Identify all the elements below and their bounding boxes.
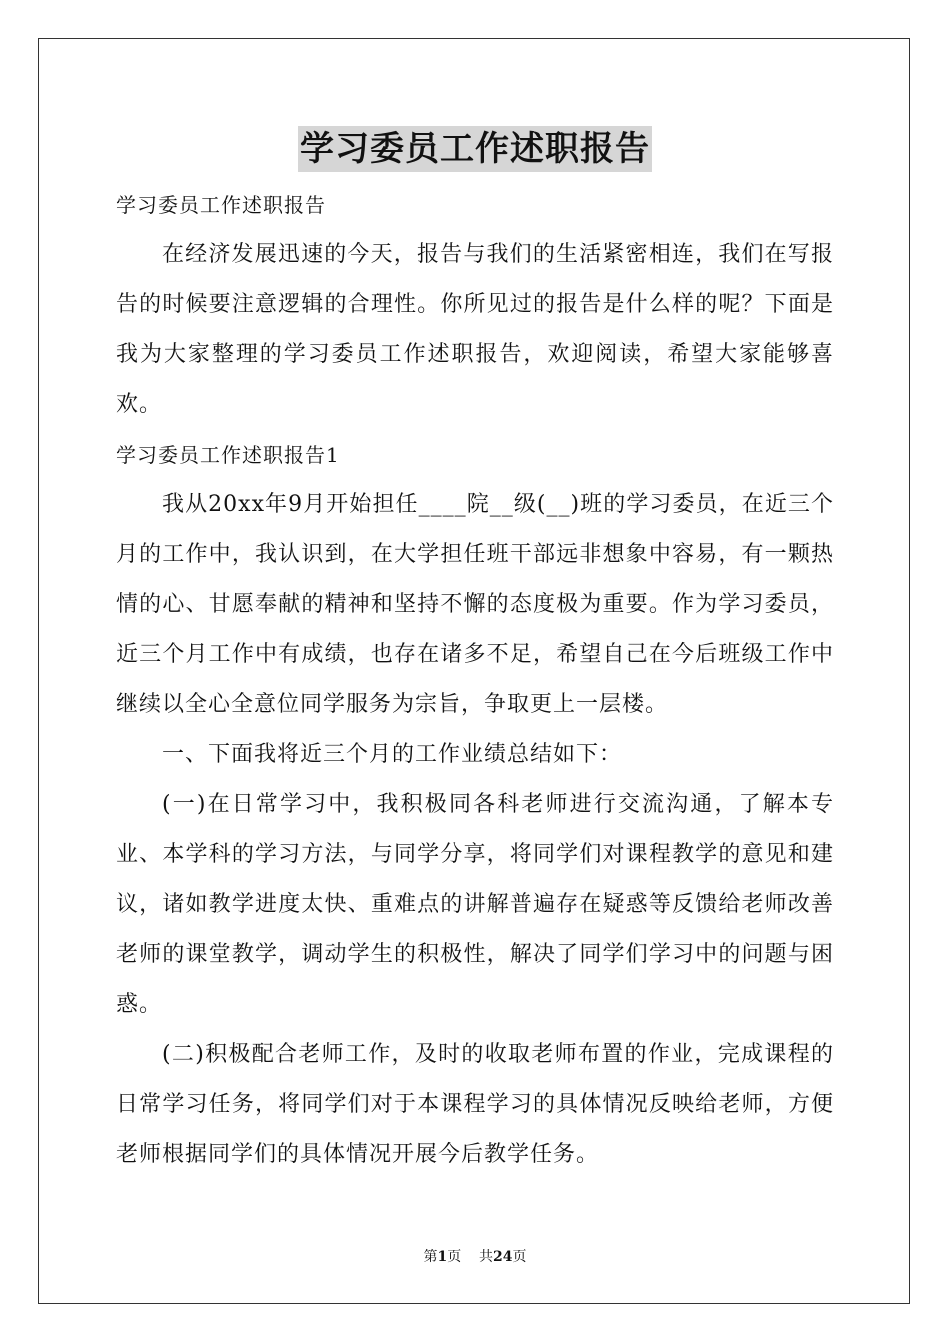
body-paragraph-3: (一)在日常学习中，我积极同各科老师进行交流沟通，了解本专业、本学科的学习方法，与同学分享，将同学们对课程教学的意见和建议，诸如教学进度太快、重难点的讲解普遍存在疑惑等反馈给老师改善老师的课堂教学，调动学生的积极性，解决了同学们学习中的问题与困惑。: [116, 792, 834, 1017]
document-title: 学习委员工作述职报告: [298, 126, 652, 172]
body-paragraph-1: 我从20xx年9月开始担任____院__级(__)班的学习委员，在近三个月的工作中，我认识到，在大学担任班干部远非想象中容易，有一颗热情的心、甘愿奉献的精神和坚持不懈的态度极为重要。作为学习委员，近三个月工作中有成绩，也存在诸多不足，希望自己在今后班级工作中继续以全心全意位同学服务为宗旨，争取更上一层楼。: [116, 492, 834, 717]
title-wrap: [0, 126, 950, 172]
body-paragraph-4: (二)积极配合老师工作，及时的收取老师布置的作业，完成课程的日常学习任务，将同学们对于本课程学习的具体情况反映给老师，方便老师根据同学们的具体情况开展今后教学任务。: [116, 1042, 834, 1167]
total-prefix: 共: [479, 1249, 494, 1265]
document-body: [116, 180, 834, 1180]
page-number: 1: [437, 1249, 448, 1265]
total-pages: 24: [493, 1249, 513, 1265]
section-heading: 学习委员工作述职报告1: [116, 443, 340, 467]
document-subtitle: 学习委员工作述职报告: [116, 193, 326, 217]
total-suffix: 页: [512, 1249, 527, 1265]
page-suffix: 页: [447, 1249, 462, 1265]
intro-paragraph: 在经济发展迅速的今天，报告与我们的生活紧密相连，我们在写报告的时候要注意逻辑的合理性。你所见过的报告是什么样的呢？下面是我为大家整理的学习委员工作述职报告，欢迎阅读，希望大家能够喜欢。: [116, 242, 834, 417]
body-paragraph-2: 一、下面我将近三个月的工作业绩总结如下：: [162, 742, 623, 767]
page-prefix: 第: [423, 1249, 438, 1265]
page-footer: [0, 1246, 950, 1266]
